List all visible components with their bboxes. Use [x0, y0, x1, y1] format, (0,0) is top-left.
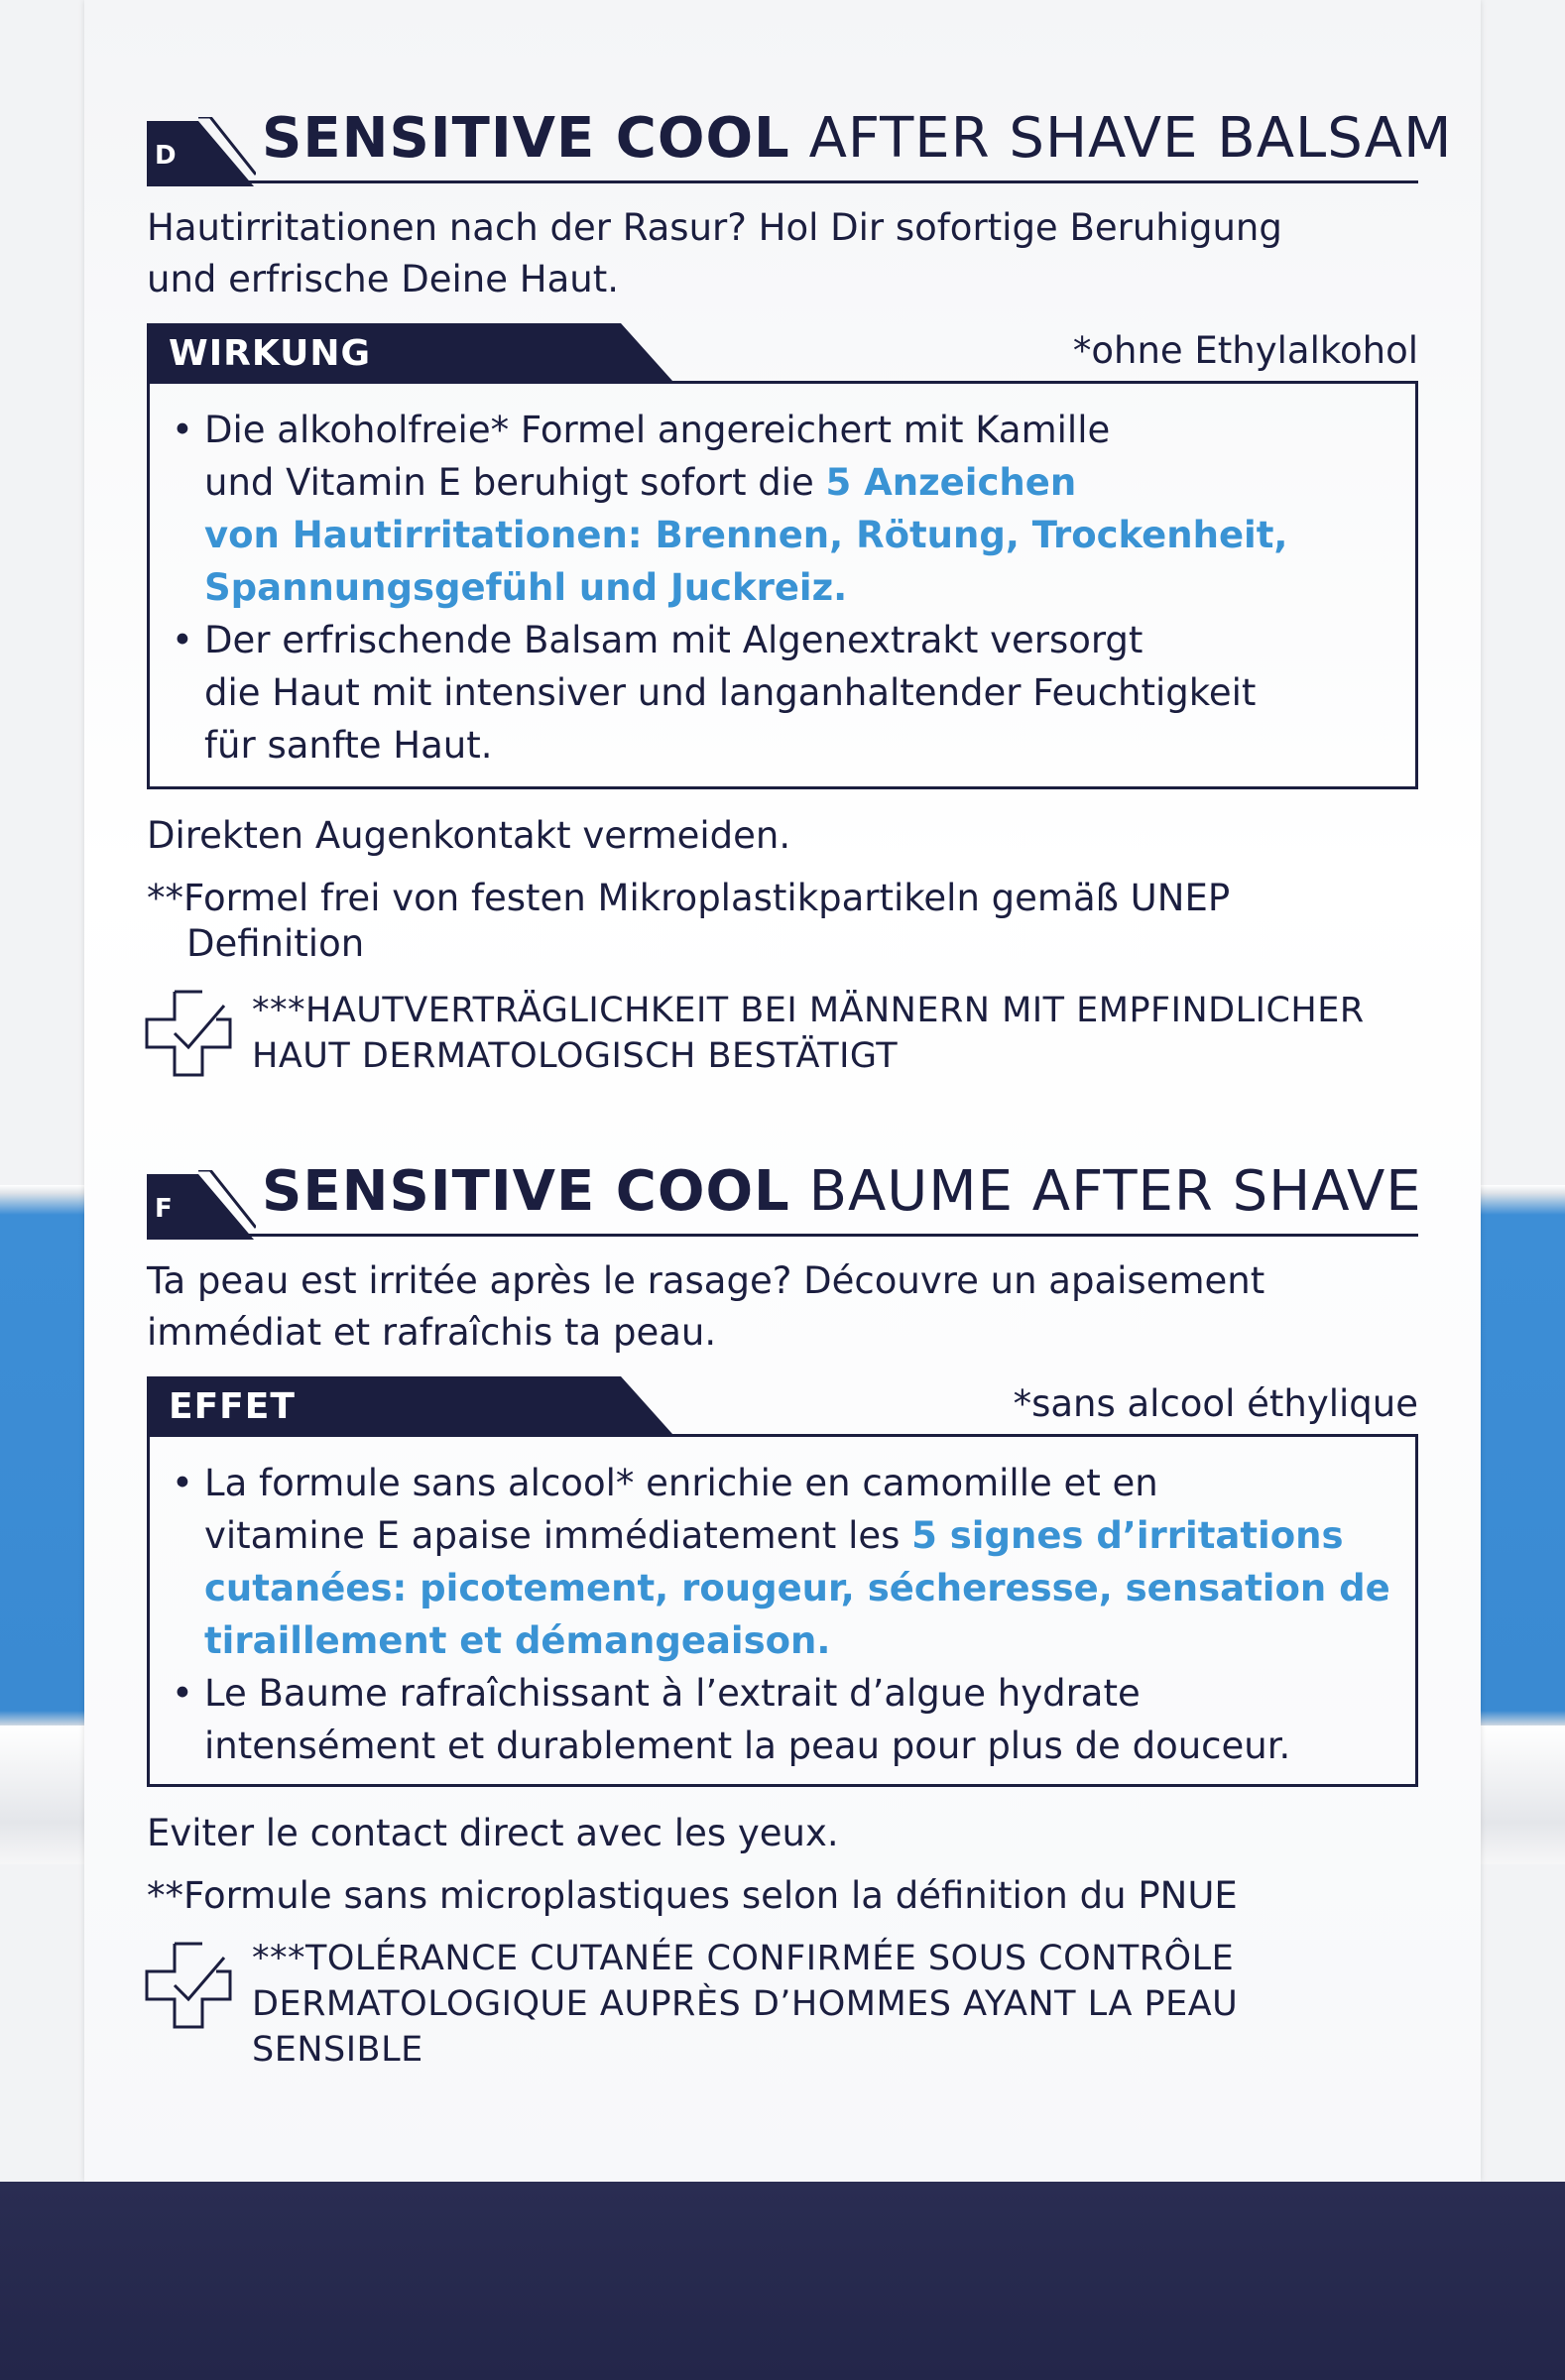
- french-section: [147, 1152, 1422, 2144]
- german-title-rest: AFTER SHAVE BALSAM: [808, 106, 1453, 171]
- french-effect-footnote: *sans alcool éthylique: [1013, 1382, 1418, 1425]
- side-band-left: [0, 1185, 89, 1726]
- french-dermatology-claim: [252, 1936, 1422, 2073]
- french-effect-header: [147, 1376, 672, 1434]
- french-intro: [147, 1255, 1418, 1359]
- german-bullet1-highlight1: 5 Anzeichen: [825, 461, 1077, 504]
- german-intro-line1: Hautirritationen nach der Rasur? Hol Dir sofortige Beruhigung: [147, 206, 1282, 249]
- french-title-rest: BAUME AFTER SHAVE: [808, 1159, 1422, 1224]
- german-bullet2-line1: Der erfrischende Balsam mit Algenextrakt versorgt: [204, 619, 1144, 661]
- german-effect-footnote: *ohne Ethylalkohol: [1072, 329, 1418, 372]
- german-lang-tab: [147, 117, 256, 177]
- french-lang-code: F: [155, 1194, 173, 1224]
- medical-cross-check-icon: [145, 1942, 232, 2029]
- french-bullet1-highlight1: 5 signes d’irritations: [911, 1514, 1344, 1557]
- german-bullet2-line3: für sanfte Haut.: [204, 724, 493, 767]
- french-title-underline: [246, 1234, 1418, 1237]
- german-dermatology-claim: [252, 988, 1422, 1079]
- german-bullet1-line2: [204, 456, 1394, 509]
- french-derm-line2: DERMATOLOGIQUE AUPRÈS D’HOMMES AYANT LA PEAU: [252, 1984, 1239, 2024]
- german-section: [147, 99, 1453, 1091]
- french-lang-tab: [147, 1170, 256, 1230]
- german-bullet2-line2: die Haut mit intensiver und langanhaltender Feuchtigkeit: [204, 671, 1257, 714]
- side-gloss-left: [0, 1726, 89, 1864]
- german-bullet1-line2-plain: und Vitamin E beruhigt sofort die: [204, 461, 826, 504]
- german-bullet1-marker: •: [172, 409, 193, 451]
- french-effect-box: [147, 1434, 1418, 1787]
- medical-cross-check-icon: [145, 990, 232, 1077]
- german-bullet2-marker: •: [172, 619, 193, 661]
- german-title-row: [147, 99, 1453, 178]
- german-title: [262, 99, 1452, 178]
- german-bullet2: [204, 614, 1394, 772]
- french-title-bold: SENSITIVE COOL: [262, 1159, 790, 1224]
- german-derm-line2: HAUT DERMATOLOGISCH BESTÄTIGT: [252, 1036, 899, 1076]
- german-microplastic: [147, 876, 1418, 967]
- side-gloss-right: [1476, 1726, 1565, 1864]
- german-bullet1: [204, 404, 1394, 614]
- french-effect-label: EFFET: [169, 1386, 296, 1427]
- french-intro-line1: Ta peau est irritée après le rasage? Découvre un apaisement: [147, 1259, 1265, 1302]
- german-title-underline: [246, 180, 1418, 183]
- german-microplastic-line1: **Formel frei von festen Mikroplastikpartikeln gemäß UNEP: [147, 877, 1231, 919]
- german-intro: [147, 202, 1418, 305]
- french-title: [262, 1152, 1422, 1232]
- french-bullet1: [204, 1457, 1394, 1667]
- french-bullet1-marker: •: [172, 1462, 193, 1504]
- bottom-navy-bar: [0, 2182, 1565, 2380]
- german-effect-label: WIRKUNG: [169, 333, 371, 374]
- french-derm-line1: ***TOLÉRANCE CUTANÉE CONFIRMÉE SOUS CONTRÔLE: [252, 1939, 1235, 1978]
- german-bullet1-highlight2: von Hautirritationen: Brennen, Rötung, Trockenheit,: [204, 514, 1288, 556]
- french-intro-line2: immédiat et rafraîchis ta peau.: [147, 1311, 717, 1354]
- french-bullet1-highlight3: tiraillement et démangeaison.: [204, 1619, 831, 1662]
- german-lang-code: D: [155, 141, 177, 171]
- german-effect-header: [147, 323, 672, 381]
- german-effect-box: [147, 381, 1418, 789]
- german-bullet1-highlight3: Spannungsgefühl und Juckreiz.: [204, 566, 848, 609]
- german-warning: Direkten Augenkontakt vermeiden.: [147, 814, 791, 857]
- german-title-bold: SENSITIVE COOL: [262, 106, 790, 171]
- french-bullet2: [204, 1667, 1394, 1772]
- side-band-right: [1476, 1185, 1565, 1726]
- french-derm-line3: SENSIBLE: [252, 2030, 423, 2070]
- german-derm-line1: ***HAUTVERTRÄGLICHKEIT BEI MÄNNERN MIT EMPFINDLICHER: [252, 991, 1365, 1030]
- french-microplastic: **Formule sans microplastiques selon la définition du PNUE: [147, 1874, 1238, 1917]
- french-bullet1-line1: La formule sans alcool* enrichie en camomille et en: [204, 1462, 1158, 1504]
- french-bullet2-line1: Le Baume rafraîchissant à l’extrait d’algue hydrate: [204, 1672, 1141, 1715]
- french-bullet2-line2: intensément et durablement la peau pour plus de douceur.: [204, 1725, 1291, 1767]
- german-bullet1-line1: Die alkoholfreie* Formel angereichert mit Kamille: [204, 409, 1111, 451]
- french-bullet1-line2-plain: vitamine E apaise immédiatement les: [204, 1514, 912, 1557]
- german-microplastic-line2: Definition: [186, 922, 365, 965]
- german-intro-line2: und erfrische Deine Haut.: [147, 258, 619, 300]
- french-title-row: [147, 1152, 1422, 1232]
- french-bullet1-line2: [204, 1509, 1394, 1562]
- french-warning: Eviter le contact direct avec les yeux.: [147, 1812, 839, 1854]
- french-bullet1-highlight2: cutanées: picotement, rougeur, sécheresse, sensation de: [204, 1567, 1390, 1609]
- french-bullet2-marker: •: [172, 1672, 193, 1715]
